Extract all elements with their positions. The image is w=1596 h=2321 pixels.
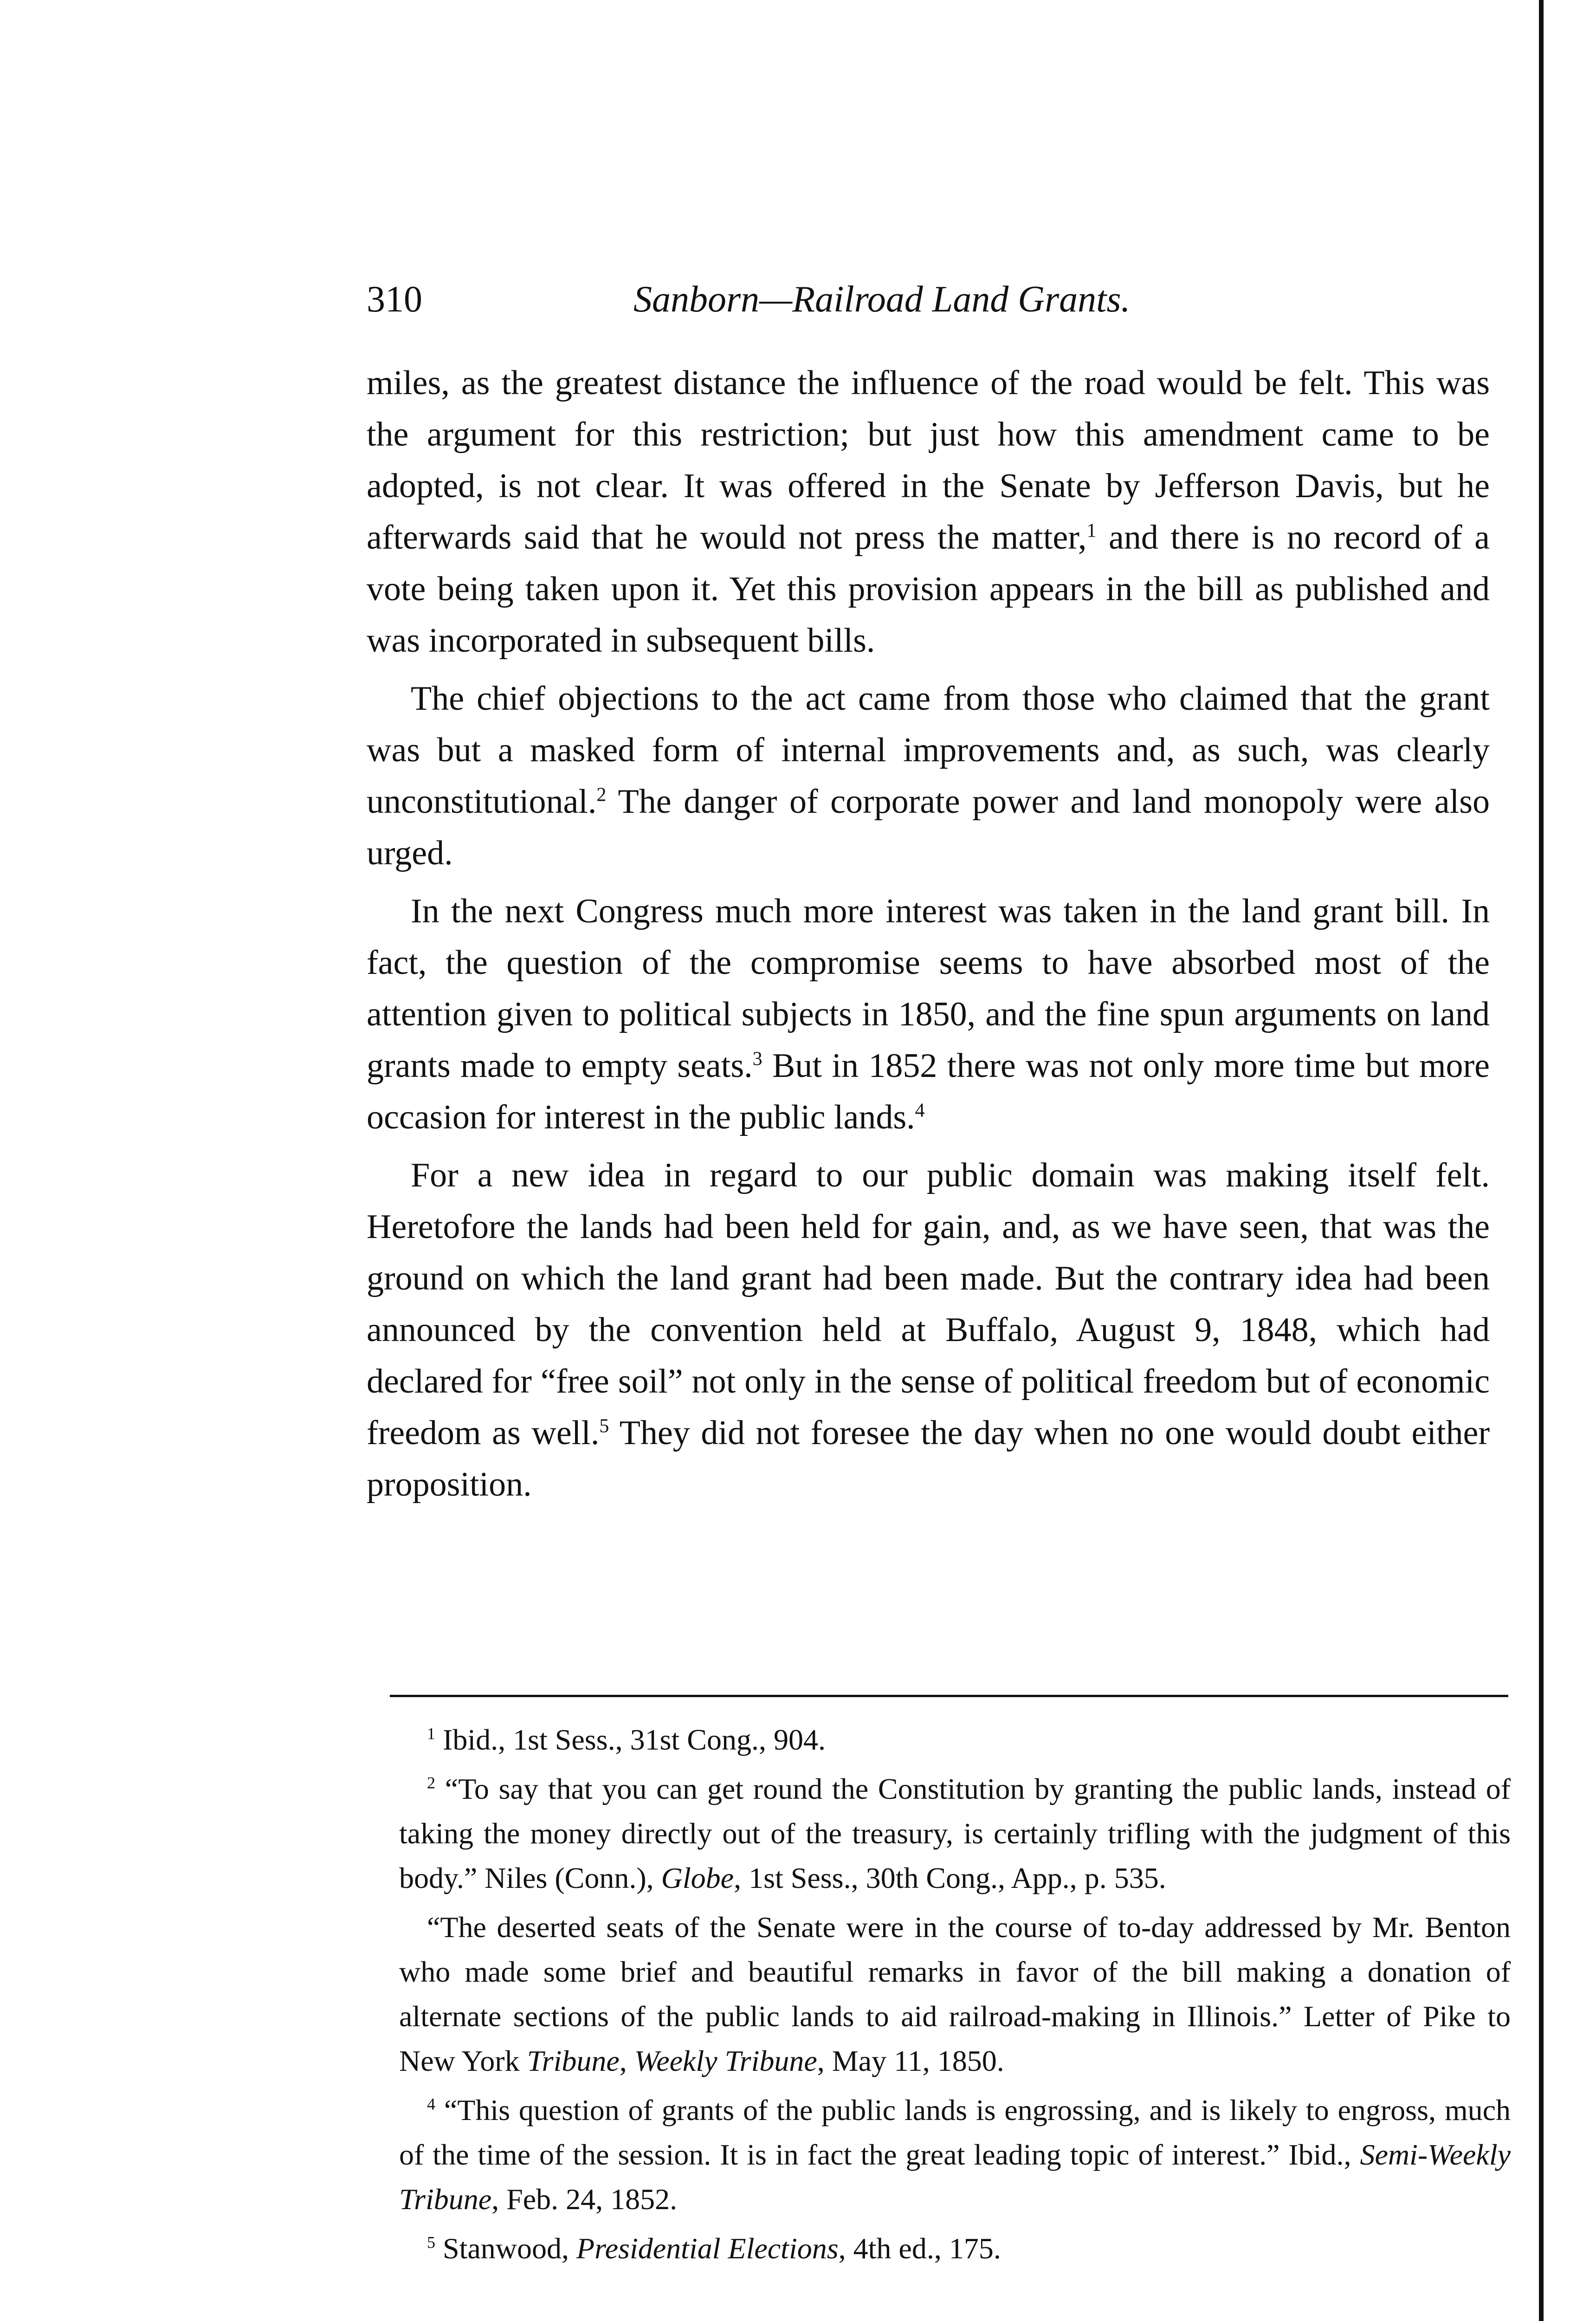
footnote-5-presidential-elections: Presidential Elections: [576, 2232, 839, 2265]
footnote-1-text: Ibid., 1st Sess., 31st Cong., 904.: [435, 1723, 826, 1756]
paragraph-1: [367, 357, 1490, 667]
footnote-2-quote: “The deserted seats of the Senate were in the course of to-day addressed by Mr. Benton who made some brief and beautiful remarks in favor of the bill making a donation of alternate sections of the public lands to aid railroad-making in Illinois.” Letter of Pike to New York: [399, 1911, 1511, 2077]
footnote-4-text: “This question of grants of the public lands is engrossing, and is likely to engross, much of the time of the session. It is in fact the great leading topic of interest.” Ibid.,: [399, 2094, 1511, 2171]
footnote-5-text: Stanwood,: [435, 2232, 576, 2265]
footnote-4-mark: 4: [427, 2094, 435, 2114]
paragraph-4-text: For a new idea in regard to our public domain was making itself felt. Heretofore the lands had been held for gain, and, as we have seen, that was the ground on which the land grant had been made. But the contrary idea had been announced by the convention held at Buffalo, August 9, 1848, which had declared for “free soil” not only in the sense of political freedom but of economic freedom as well.: [367, 1156, 1490, 1452]
footnote-2-continued: [399, 1905, 1511, 2083]
running-head: Sanborn—Railroad Land Grants.: [633, 279, 1131, 320]
footnote-2-text-rest: , 1st Sess., 30th Cong., App., p. 535.: [734, 1861, 1166, 1894]
paragraph-4: [367, 1150, 1490, 1511]
footnote-ref-3: 3: [752, 1048, 762, 1070]
footnotes: [399, 1718, 1511, 2276]
paragraph-2-text: The chief objections to the act came from those who claimed that the grant was but a masked form of internal improvements and, as such, was clearly unconstitutional.: [367, 680, 1490, 821]
page-header: [367, 274, 1480, 325]
footnote-2-text: “To say that you can get round the Constitution by granting the public lands, instead of taking the money directly out of the treasury, is certainly trifling with the judgment of this body.” Niles (Conn.),: [399, 1772, 1511, 1894]
paragraph-2-text-rest: The danger of corporate power and land monopoly were also urged.: [367, 783, 1490, 872]
footnote-2-quote-rest: , May 11, 1850.: [817, 2044, 1004, 2077]
footnote-4-text-rest: , Feb. 24, 1852.: [491, 2183, 678, 2216]
footnote-2: [399, 1767, 1511, 1900]
paragraph-3-text-mid: But in 1852 there was not only more time but more occasion for interest in the public lands.: [367, 1047, 1490, 1136]
footnote-rule: [390, 1695, 1508, 1697]
paragraph-1-text: miles, as the greatest distance the influence of the road would be felt. This was the argument for this restriction; but just how this amendment came to be adopted, is not clear. It was offered in the Senate by Jefferson Davis, but he afterwards said that he would not press the matter,: [367, 364, 1490, 557]
footnote-1: [399, 1718, 1511, 1762]
footnote-2-tribune: Tribune: [527, 2044, 620, 2077]
footnote-5-mark: 5: [427, 2233, 435, 2252]
body-text: [367, 357, 1490, 1517]
footnote-4: [399, 2088, 1511, 2222]
page-number: 310: [367, 279, 422, 320]
paragraph-3-text: In the next Congress much more interest was taken in the land grant bill. In fact, the question of the compromise seems to have absorbed most of the attention given to political subjects in 1850, and the fine spun arguments on land grants made to empty seats.: [367, 892, 1490, 1085]
footnote-ref-1: 1: [1086, 520, 1097, 542]
footnote-5-text-rest: , 4th ed., 175.: [838, 2232, 1001, 2265]
footnote-5: [399, 2226, 1511, 2271]
footnote-ref-4: 4: [915, 1100, 925, 1122]
footnote-2-weekly-tribune: Weekly Tribune: [634, 2044, 817, 2077]
paragraph-3: [367, 886, 1490, 1143]
footnote-ref-2: 2: [596, 784, 607, 806]
page-edge-border: [1539, 0, 1544, 2321]
paragraph-2: [367, 673, 1490, 879]
footnote-2-globe: Globe: [661, 1861, 734, 1894]
footnote-1-mark: 1: [427, 1724, 435, 1743]
footnote-2-separator: ,: [619, 2044, 634, 2077]
footnote-2-mark: 2: [427, 1773, 435, 1792]
footnote-ref-5: 5: [599, 1415, 609, 1437]
paragraph-4-text-rest: They did not foresee the day when no one would doubt either proposition.: [367, 1414, 1490, 1504]
footnote-4-semi-weekly: Semi-Weekly Tribune: [399, 2138, 1511, 2216]
paragraph-1-text-rest: and there is no record of a vote being taken upon it. Yet this provision appears in the bill as published and was incorporated in subsequent bills.: [367, 519, 1490, 660]
